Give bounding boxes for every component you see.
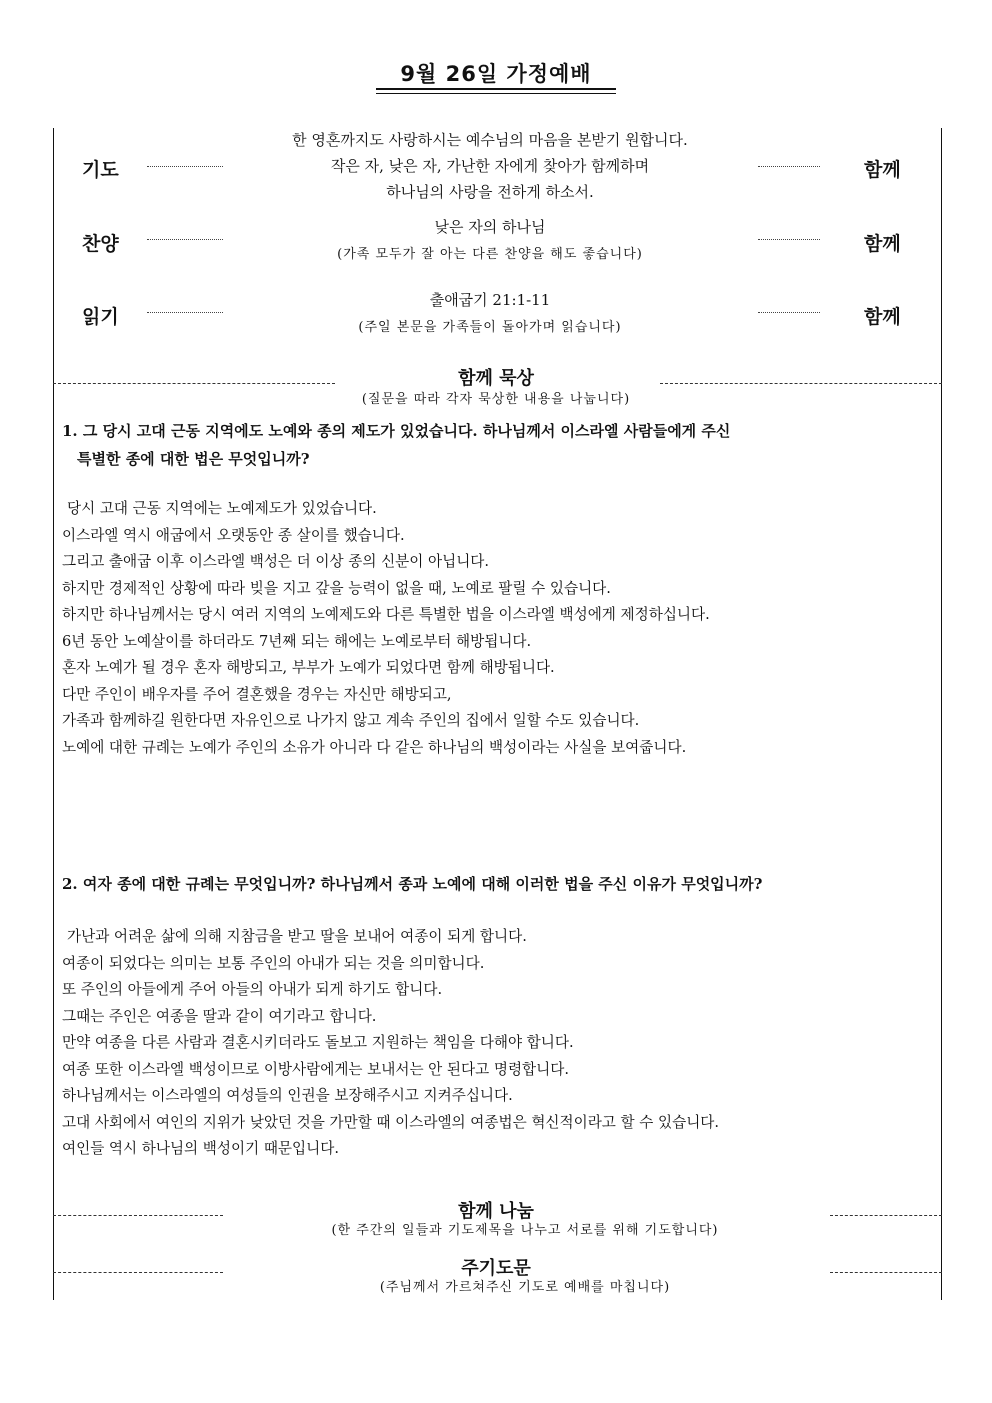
frame-right-border (941, 128, 942, 1300)
reading-note: (주일 본문을 가족들이 돌아가며 읽습니다) (358, 320, 622, 335)
section-divider (830, 1215, 942, 1216)
prayer-line: 한 영혼까지도 사랑하시는 예수님의 마음을 본받기 원합니다. (292, 131, 688, 149)
answer-1 (62, 496, 932, 761)
question-line: 특별한 종에 대한 법은 무엇입니까? (77, 450, 310, 468)
title-underline (376, 88, 616, 90)
answer-line: 다만 주인이 배우자를 주어 결혼했을 경우는 자신만 해방되고, (62, 685, 452, 703)
prayer-line: 하나님의 사랑을 전하게 하소서. (386, 183, 594, 201)
order-label: 읽기 (82, 306, 119, 328)
order-label: 기도 (82, 159, 119, 181)
leader-dots (147, 239, 223, 240)
hymn-title: 낮은 자의 하나님 (434, 218, 546, 236)
answer-line: 또 주인의 아들에게 주어 아들의 아내가 되게 하기도 합니다. (62, 981, 443, 998)
section-divider (53, 1272, 223, 1273)
answer-line: 그리고 출애굽 이후 이스라엘 백성은 더 이상 종의 신분이 아닙니다. (62, 553, 490, 570)
answer-line: 노예에 대한 규례는 노예가 주인의 소유가 아니라 다 같은 하나님의 백성이라는 사실을 보여줍니다. (62, 738, 687, 756)
answer-line: 가족과 함께하길 원한다면 자유인으로 나가지 않고 계속 주인의 집에서 일할 수도 있습니다. (62, 712, 640, 729)
leader-dots (758, 239, 820, 240)
order-label: 찬양 (82, 233, 119, 255)
answer-line: 당시 고대 근동 지역에는 노예제도가 있었습니다. (67, 500, 377, 517)
section-divider (830, 1272, 942, 1273)
leader-dots (758, 312, 820, 313)
question-2: 2. 여자 종에 대한 규례는 무엇입니까? 하나님께서 종과 노예에 대해 이러한 법을 주신 이유가 무엇입니까? (62, 875, 763, 893)
answer-line: 여인들 역시 하나님의 백성이기 때문입니다. (62, 1140, 339, 1157)
meditation-subtitle: (질문을 따라 각자 묵상한 내용을 나눕니다) (361, 392, 631, 407)
answer-2 (62, 924, 932, 1163)
question-1 (62, 417, 922, 473)
answer-line: 가난과 어려운 삶에 의해 지참금을 받고 딸을 보내어 여종이 되게 합니다. (67, 928, 527, 945)
answer-line: 여종 또한 이스라엘 백성이므로 이방사람에게는 보내서는 안 된다고 명령합니다. (62, 1060, 569, 1078)
answer-line: 하지만 경제적인 상황에 따라 빚을 지고 갚을 능력이 없을 때, 노예로 팔릴 수 있습니다. (62, 579, 611, 597)
answer-line: 6년 동안 노예살이를 하더라도 7년째 되는 해에는 노예로부터 해방됩니다. (62, 632, 532, 650)
reading-passage: 출애굽기 21:1-11 (429, 291, 551, 309)
leader-dots (147, 166, 223, 167)
answer-line: 하지만 하나님께서는 당시 여러 지역의 노예제도와 다른 특별한 법을 이스라엘 백성에게 제정하십니다. (62, 606, 710, 623)
answer-line: 그때는 주인은 여종을 딸과 같이 여기라고 합니다. (62, 1007, 377, 1025)
section-divider (53, 1215, 223, 1216)
order-by: 함께 (864, 306, 901, 328)
sharing-title: 함께 나눔 (458, 1201, 534, 1222)
meditation-title: 함께 묵상 (458, 368, 534, 389)
frame-left-border (53, 128, 54, 1300)
answer-line: 고대 사회에서 여인의 지위가 낮았던 것을 가만할 때 이스라엘의 여종법은 혁신적이라고 할 수 있습니다. (62, 1113, 720, 1131)
prayer-line: 작은 자, 낮은 자, 가난한 자에게 찾아가 함께하며 (330, 157, 650, 175)
title-underline-thin (376, 93, 616, 94)
question-line: 1. 그 당시 고대 근동 지역에도 노예와 종의 제도가 있었습니다. 하나님께서 이스라엘 사람들에게 주신 (62, 422, 731, 440)
lords-prayer-subtitle: (주님께서 가르쳐주신 기도로 예배를 마칩니다) (379, 1280, 671, 1295)
order-by: 함께 (864, 159, 901, 181)
leader-dots (758, 166, 820, 167)
prayer-text (230, 127, 750, 205)
sharing-subtitle: (한 주간의 일들과 기도제목을 나누고 서로를 위해 기도합니다) (331, 1223, 719, 1238)
lords-prayer-title: 주기도문 (461, 1258, 531, 1279)
leader-dots (147, 312, 223, 313)
hymn-note: (가족 모두가 잘 아는 다른 찬양을 해도 좋습니다) (337, 247, 643, 262)
answer-line: 만약 여종을 다른 사람과 결혼시키더라도 돌보고 지원하는 책임을 다해야 합니다. (62, 1034, 574, 1051)
answer-line: 여종이 되었다는 의미는 보통 주인의 아내가 되는 것을 의미합니다. (62, 954, 485, 972)
answer-line: 혼자 노예가 될 경우 혼자 해방되고, 부부가 노예가 되었다면 함께 해방됩니다. (62, 659, 555, 676)
answer-line: 이스라엘 역시 애굽에서 오랫동안 종 살이를 했습니다. (62, 526, 405, 544)
section-divider (660, 383, 942, 384)
order-by: 함께 (864, 233, 901, 255)
answer-line: 하나님께서는 이스라엘의 여성들의 인권을 보장해주시고 지켜주십니다. (62, 1087, 513, 1104)
page-title: 9월 26일 가정예배 (400, 62, 592, 86)
